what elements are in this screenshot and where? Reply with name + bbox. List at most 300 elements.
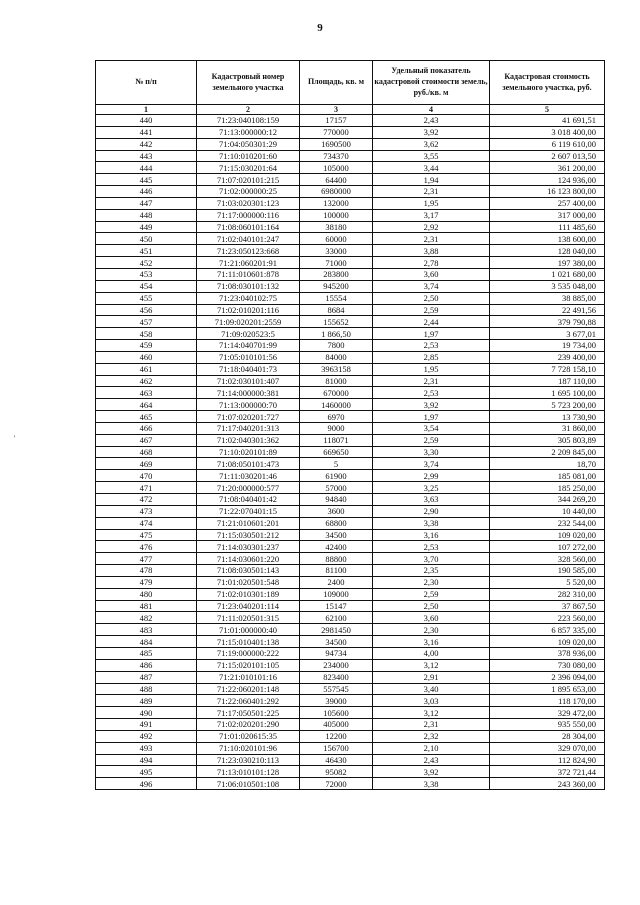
area-cell: 38180 (300, 221, 373, 233)
specific-value-cell: 2,31 (373, 719, 490, 731)
cadastral-value-cell: 3 018 400,00 (490, 126, 605, 138)
area-cell: 15147 (300, 600, 373, 612)
specific-value-cell: 2,59 (373, 588, 490, 600)
row-number-cell: 471 (96, 482, 197, 494)
area-cell: 61900 (300, 470, 373, 482)
table-row (96, 245, 605, 257)
cadastral-number-cell: 71:15:010401:138 (197, 636, 300, 648)
row-number-cell: 493 (96, 742, 197, 754)
table-row (96, 458, 605, 470)
cadastral-value-cell: 2 209 845,00 (490, 446, 605, 458)
row-number-cell: 495 (96, 766, 197, 778)
cadastral-value-cell: 13 730,90 (490, 411, 605, 423)
table-row (96, 683, 605, 695)
table-row (96, 411, 605, 423)
specific-value-cell: 3,88 (373, 245, 490, 257)
area-cell: 132000 (300, 197, 373, 209)
area-cell: 6970 (300, 411, 373, 423)
row-number-cell: 491 (96, 719, 197, 731)
specific-value-cell: 3,12 (373, 707, 490, 719)
row-number-cell: 470 (96, 470, 197, 482)
cadastral-value-cell: 10 440,00 (490, 505, 605, 517)
table-row (96, 517, 605, 529)
cadastral-value-cell: 185 081,00 (490, 470, 605, 482)
table-row (96, 174, 605, 186)
cadastral-value-cell: 128 040,00 (490, 245, 605, 257)
cadastral-number-cell: 71:02:040101:247 (197, 233, 300, 245)
row-number-cell: 467 (96, 434, 197, 446)
table-row (96, 600, 605, 612)
land-plots-table (95, 60, 605, 790)
table-row (96, 233, 605, 245)
margin-mark: ' (14, 434, 16, 443)
area-cell: 62100 (300, 612, 373, 624)
cadastral-value-cell: 730 080,00 (490, 659, 605, 671)
cadastral-value-cell: 7 728 158,10 (490, 363, 605, 375)
cadastral-value-cell: 239 400,00 (490, 351, 605, 363)
table-row (96, 422, 605, 434)
area-cell: 156700 (300, 742, 373, 754)
cadastral-number-cell: 71:17:040201:313 (197, 422, 300, 434)
specific-value-cell: 3,92 (373, 766, 490, 778)
row-number-cell: 442 (96, 138, 197, 150)
row-number-cell: 465 (96, 411, 197, 423)
cadastral-number-cell: 71:05:010101:56 (197, 351, 300, 363)
table-row (96, 695, 605, 707)
table-row (96, 138, 605, 150)
row-number-cell: 459 (96, 340, 197, 352)
area-cell: 39000 (300, 695, 373, 707)
cadastral-value-cell: 109 020,00 (490, 529, 605, 541)
area-cell: 3600 (300, 505, 373, 517)
area-cell: 670000 (300, 387, 373, 399)
cadastral-value-cell: 41 691,51 (490, 115, 605, 127)
cadastral-value-cell: 282 310,00 (490, 588, 605, 600)
cadastral-number-cell: 71:22:060401:292 (197, 695, 300, 707)
row-number-cell: 486 (96, 659, 197, 671)
area-cell: 3963158 (300, 363, 373, 375)
specific-value-cell: 2,32 (373, 730, 490, 742)
cadastral-number-cell: 71:02:000000:25 (197, 186, 300, 198)
row-number-cell: 452 (96, 257, 197, 269)
specific-value-cell: 3,16 (373, 636, 490, 648)
table-header-row (96, 61, 605, 105)
cadastral-value-cell: 2 607 013,50 (490, 150, 605, 162)
row-number-cell: 441 (96, 126, 197, 138)
area-cell: 71000 (300, 257, 373, 269)
column-number: 2 (197, 105, 300, 115)
specific-value-cell: 2,35 (373, 565, 490, 577)
table-row (96, 186, 605, 198)
row-number-cell: 479 (96, 576, 197, 588)
specific-value-cell: 3,38 (373, 517, 490, 529)
area-cell: 105000 (300, 162, 373, 174)
cadastral-number-cell: 71:22:070401:15 (197, 505, 300, 517)
area-cell: 669650 (300, 446, 373, 458)
column-number: 5 (490, 105, 605, 115)
table-row (96, 647, 605, 659)
cadastral-value-cell: 5 723 200,00 (490, 399, 605, 411)
specific-value-cell: 3,70 (373, 553, 490, 565)
cadastral-value-cell: 197 380,00 (490, 257, 605, 269)
row-number-cell: 448 (96, 209, 197, 221)
cadastral-number-cell: 71:02:010201:116 (197, 304, 300, 316)
specific-value-cell: 1,97 (373, 328, 490, 340)
table-row (96, 434, 605, 446)
cadastral-number-cell: 71:10:020101:96 (197, 742, 300, 754)
table-row (96, 529, 605, 541)
cadastral-number-cell: 71:23:040102:75 (197, 292, 300, 304)
table-row (96, 707, 605, 719)
cadastral-value-cell: 19 734,00 (490, 340, 605, 352)
area-cell: 105600 (300, 707, 373, 719)
specific-value-cell: 2,30 (373, 576, 490, 588)
row-number-cell: 485 (96, 647, 197, 659)
row-number-cell: 461 (96, 363, 197, 375)
row-number-cell: 446 (96, 186, 197, 198)
cadastral-number-cell: 71:10:020101:89 (197, 446, 300, 458)
header-row-number: № п/п (96, 61, 197, 105)
cadastral-number-cell: 71:06:010501:108 (197, 778, 300, 790)
cadastral-value-cell: 107 272,00 (490, 541, 605, 553)
specific-value-cell: 2,53 (373, 541, 490, 553)
cadastral-value-cell: 111 485,60 (490, 221, 605, 233)
page-number: 9 (317, 22, 323, 34)
row-number-cell: 457 (96, 316, 197, 328)
specific-value-cell: 2,78 (373, 257, 490, 269)
cadastral-value-cell: 185 250,00 (490, 482, 605, 494)
cadastral-number-cell: 71:11:020501:315 (197, 612, 300, 624)
table-row (96, 328, 605, 340)
column-number: 4 (373, 105, 490, 115)
table-row (96, 115, 605, 127)
specific-value-cell: 3,25 (373, 482, 490, 494)
row-number-cell: 475 (96, 529, 197, 541)
cadastral-value-cell: 6 857 335,00 (490, 624, 605, 636)
area-cell: 94734 (300, 647, 373, 659)
row-number-cell: 477 (96, 553, 197, 565)
row-number-cell: 454 (96, 280, 197, 292)
specific-value-cell: 2,44 (373, 316, 490, 328)
cadastral-number-cell: 71:09:020523:5 (197, 328, 300, 340)
row-number-cell: 483 (96, 624, 197, 636)
header-cadastral-value: Кадастровая стоимость земельного участка, руб. (490, 61, 605, 105)
table-body (96, 115, 605, 790)
cadastral-value-cell: 344 269,20 (490, 494, 605, 506)
row-number-cell: 474 (96, 517, 197, 529)
cadastral-value-cell: 5 520,00 (490, 576, 605, 588)
area-cell: 17157 (300, 115, 373, 127)
table-row (96, 766, 605, 778)
table-row (96, 221, 605, 233)
row-number-cell: 487 (96, 671, 197, 683)
header-area: Площадь, кв. м (300, 61, 373, 105)
table-row (96, 316, 605, 328)
cadastral-value-cell: 22 491,56 (490, 304, 605, 316)
specific-value-cell: 3,74 (373, 458, 490, 470)
cadastral-value-cell: 187 110,00 (490, 375, 605, 387)
row-number-cell: 488 (96, 683, 197, 695)
specific-value-cell: 3,92 (373, 126, 490, 138)
table-row (96, 730, 605, 742)
cadastral-value-cell: 2 396 094,00 (490, 671, 605, 683)
cadastral-value-cell: 361 200,00 (490, 162, 605, 174)
cadastral-number-cell: 71:10:010201:60 (197, 150, 300, 162)
cadastral-value-cell: 329 472,00 (490, 707, 605, 719)
cadastral-value-cell: 3 677,01 (490, 328, 605, 340)
row-number-cell: 469 (96, 458, 197, 470)
table-row (96, 126, 605, 138)
area-cell: 42400 (300, 541, 373, 553)
cadastral-number-cell: 71:23:050123:668 (197, 245, 300, 257)
table-row (96, 482, 605, 494)
cadastral-number-cell: 71:02:040301:362 (197, 434, 300, 446)
table-row (96, 280, 605, 292)
cadastral-number-cell: 71:21:010101:16 (197, 671, 300, 683)
cadastral-number-cell: 71:01:000000:40 (197, 624, 300, 636)
row-number-cell: 449 (96, 221, 197, 233)
table-row (96, 588, 605, 600)
specific-value-cell: 2,92 (373, 221, 490, 233)
specific-value-cell: 2,59 (373, 304, 490, 316)
area-cell: 33000 (300, 245, 373, 257)
specific-value-cell: 2,31 (373, 375, 490, 387)
cadastral-number-cell: 71:22:060201:148 (197, 683, 300, 695)
table-row (96, 292, 605, 304)
cadastral-number-cell: 71:08:060101:164 (197, 221, 300, 233)
specific-value-cell: 2,43 (373, 115, 490, 127)
specific-value-cell: 2,10 (373, 742, 490, 754)
area-cell: 81000 (300, 375, 373, 387)
specific-value-cell: 1,95 (373, 197, 490, 209)
area-cell: 95082 (300, 766, 373, 778)
area-cell: 2981450 (300, 624, 373, 636)
row-number-cell: 455 (96, 292, 197, 304)
row-number-cell: 489 (96, 695, 197, 707)
row-number-cell: 481 (96, 600, 197, 612)
area-cell: 7800 (300, 340, 373, 352)
area-cell: 5 (300, 458, 373, 470)
table-row (96, 399, 605, 411)
area-cell: 1 866,50 (300, 328, 373, 340)
table-row (96, 719, 605, 731)
row-number-cell: 472 (96, 494, 197, 506)
area-cell: 155652 (300, 316, 373, 328)
table-row (96, 565, 605, 577)
area-cell: 1690500 (300, 138, 373, 150)
specific-value-cell: 2,30 (373, 624, 490, 636)
column-number-row (96, 105, 605, 115)
cadastral-value-cell: 305 803,89 (490, 434, 605, 446)
area-cell: 57000 (300, 482, 373, 494)
specific-value-cell: 1,95 (373, 363, 490, 375)
area-cell: 9000 (300, 422, 373, 434)
table-row (96, 553, 605, 565)
row-number-cell: 496 (96, 778, 197, 790)
specific-value-cell: 1,97 (373, 411, 490, 423)
cadastral-value-cell: 28 304,00 (490, 730, 605, 742)
cadastral-number-cell: 71:13:000000:70 (197, 399, 300, 411)
cadastral-number-cell: 71:13:000000:12 (197, 126, 300, 138)
area-cell: 72000 (300, 778, 373, 790)
row-number-cell: 447 (96, 197, 197, 209)
specific-value-cell: 3,74 (373, 280, 490, 292)
specific-value-cell: 2,50 (373, 292, 490, 304)
cadastral-number-cell: 71:07:020201:727 (197, 411, 300, 423)
specific-value-cell: 3,44 (373, 162, 490, 174)
specific-value-cell: 4,00 (373, 647, 490, 659)
area-cell: 6980000 (300, 186, 373, 198)
cadastral-number-cell: 71:02:030101:407 (197, 375, 300, 387)
row-number-cell: 451 (96, 245, 197, 257)
cadastral-number-cell: 71:08:030101:132 (197, 280, 300, 292)
cadastral-number-cell: 71:02:010301:189 (197, 588, 300, 600)
cadastral-number-cell: 71:21:060201:91 (197, 257, 300, 269)
table-row (96, 209, 605, 221)
cadastral-value-cell: 1 021 680,00 (490, 268, 605, 280)
area-cell: 109000 (300, 588, 373, 600)
specific-value-cell: 3,92 (373, 399, 490, 411)
cadastral-value-cell: 138 600,00 (490, 233, 605, 245)
specific-value-cell: 3,38 (373, 778, 490, 790)
cadastral-number-cell: 71:14:000000:381 (197, 387, 300, 399)
area-cell: 234000 (300, 659, 373, 671)
table-row (96, 363, 605, 375)
cadastral-number-cell: 71:19:000000:222 (197, 647, 300, 659)
area-cell: 84000 (300, 351, 373, 363)
cadastral-number-cell: 71:14:040701:99 (197, 340, 300, 352)
cadastral-value-cell: 6 119 610,00 (490, 138, 605, 150)
cadastral-number-cell: 71:17:050501:225 (197, 707, 300, 719)
cadastral-value-cell: 232 544,00 (490, 517, 605, 529)
row-number-cell: 443 (96, 150, 197, 162)
cadastral-number-cell: 71:23:030210:113 (197, 754, 300, 766)
specific-value-cell: 3,03 (373, 695, 490, 707)
cadastral-value-cell: 223 560,00 (490, 612, 605, 624)
table-row (96, 162, 605, 174)
area-cell: 557545 (300, 683, 373, 695)
cadastral-number-cell: 71:04:050301:29 (197, 138, 300, 150)
table-row (96, 351, 605, 363)
table-row (96, 197, 605, 209)
specific-value-cell: 2,50 (373, 600, 490, 612)
cadastral-number-cell: 71:13:010101:128 (197, 766, 300, 778)
table-row (96, 636, 605, 648)
specific-value-cell: 1,94 (373, 174, 490, 186)
cadastral-value-cell: 1 695 100,00 (490, 387, 605, 399)
row-number-cell: 464 (96, 399, 197, 411)
cadastral-value-cell: 243 360,00 (490, 778, 605, 790)
specific-value-cell: 3,62 (373, 138, 490, 150)
cadastral-number-cell: 71:20:000000:577 (197, 482, 300, 494)
cadastral-number-cell: 71:21:010601:201 (197, 517, 300, 529)
cadastral-value-cell: 257 400,00 (490, 197, 605, 209)
cadastral-value-cell: 329 070,00 (490, 742, 605, 754)
cadastral-value-cell: 118 170,00 (490, 695, 605, 707)
table-row (96, 742, 605, 754)
cadastral-value-cell: 18,70 (490, 458, 605, 470)
cadastral-value-cell: 31 860,00 (490, 422, 605, 434)
cadastral-number-cell: 71:15:030201:64 (197, 162, 300, 174)
table-row (96, 340, 605, 352)
cadastral-value-cell: 317 000,00 (490, 209, 605, 221)
cadastral-value-cell: 378 936,00 (490, 647, 605, 659)
table-row (96, 375, 605, 387)
specific-value-cell: 3,12 (373, 659, 490, 671)
row-number-cell: 490 (96, 707, 197, 719)
table-row (96, 576, 605, 588)
cadastral-number-cell: 71:08:050101:473 (197, 458, 300, 470)
area-cell: 2400 (300, 576, 373, 588)
table-row (96, 541, 605, 553)
area-cell: 1460000 (300, 399, 373, 411)
cadastral-number-cell: 71:23:040201:114 (197, 600, 300, 612)
area-cell: 34500 (300, 529, 373, 541)
cadastral-number-cell: 71:14:030301:237 (197, 541, 300, 553)
table-row (96, 304, 605, 316)
row-number-cell: 480 (96, 588, 197, 600)
cadastral-number-cell: 71:08:030501:143 (197, 565, 300, 577)
specific-value-cell: 2,91 (373, 671, 490, 683)
table-row (96, 612, 605, 624)
cadastral-value-cell: 3 535 048,00 (490, 280, 605, 292)
area-cell: 46430 (300, 754, 373, 766)
specific-value-cell: 2,85 (373, 351, 490, 363)
row-number-cell: 450 (96, 233, 197, 245)
area-cell: 734370 (300, 150, 373, 162)
cadastral-number-cell: 71:14:030601:220 (197, 553, 300, 565)
row-number-cell: 478 (96, 565, 197, 577)
specific-value-cell: 3,54 (373, 422, 490, 434)
specific-value-cell: 2,31 (373, 186, 490, 198)
area-cell: 8684 (300, 304, 373, 316)
area-cell: 100000 (300, 209, 373, 221)
row-number-cell: 473 (96, 505, 197, 517)
cadastral-value-cell: 379 790,88 (490, 316, 605, 328)
specific-value-cell: 3,60 (373, 268, 490, 280)
cadastral-number-cell: 71:15:020101:105 (197, 659, 300, 671)
row-number-cell: 453 (96, 268, 197, 280)
row-number-cell: 458 (96, 328, 197, 340)
area-cell: 60000 (300, 233, 373, 245)
specific-value-cell: 3,40 (373, 683, 490, 695)
row-number-cell: 482 (96, 612, 197, 624)
specific-value-cell: 2,59 (373, 434, 490, 446)
cadastral-number-cell: 71:17:000000:116 (197, 209, 300, 221)
specific-value-cell: 2,99 (373, 470, 490, 482)
row-number-cell: 440 (96, 115, 197, 127)
specific-value-cell: 2,31 (373, 233, 490, 245)
table-row (96, 659, 605, 671)
area-cell: 12200 (300, 730, 373, 742)
cadastral-number-cell: 71:02:020201:290 (197, 719, 300, 731)
row-number-cell: 463 (96, 387, 197, 399)
cadastral-number-cell: 71:01:020615:35 (197, 730, 300, 742)
cadastral-value-cell: 124 936,00 (490, 174, 605, 186)
area-cell: 405000 (300, 719, 373, 731)
table-row (96, 624, 605, 636)
area-cell: 34500 (300, 636, 373, 648)
row-number-cell: 468 (96, 446, 197, 458)
cadastral-number-cell: 71:11:030201:46 (197, 470, 300, 482)
area-cell: 945200 (300, 280, 373, 292)
specific-value-cell: 3,55 (373, 150, 490, 162)
table-row (96, 494, 605, 506)
column-number: 1 (96, 105, 197, 115)
cadastral-value-cell: 112 824,90 (490, 754, 605, 766)
header-specific-value: Удельный показатель кадастровой стоимости земель, руб./кв. м (373, 61, 490, 105)
row-number-cell: 476 (96, 541, 197, 553)
